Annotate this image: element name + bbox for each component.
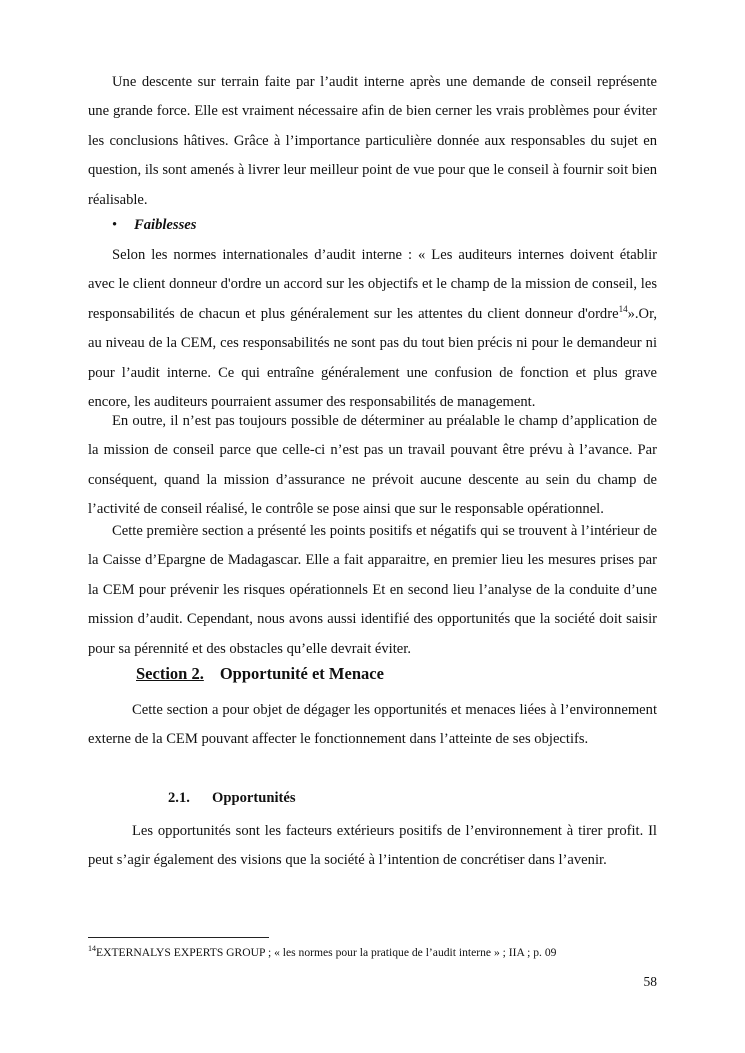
paragraph-standards bbox=[88, 241, 657, 417]
bullet-icon: • bbox=[112, 217, 118, 233]
section-number: Section 2. bbox=[136, 664, 204, 683]
subsection-title: Opportunités bbox=[212, 790, 296, 806]
subsection-heading bbox=[168, 785, 296, 811]
footnote-text: EXTERNALYS EXPERTS GROUP ; « les normes pour la pratique de l’audit interne » ; IIA ; p. 09 bbox=[96, 946, 557, 959]
section-heading bbox=[136, 661, 384, 687]
bullet-weaknesses bbox=[112, 211, 196, 240]
subsection-number: 2.1. bbox=[168, 790, 190, 806]
section-title: Opportunité et Menace bbox=[219, 664, 384, 683]
paragraph-opportunities: Les opportunités sont les facteurs extérieurs positifs de l’environnement à tirer profit. Il peut s’agir également des visions que la société à l’intention de concrétiser dans l’avenir. bbox=[88, 823, 657, 869]
footnote bbox=[88, 944, 556, 962]
paragraph-standards-text-a: Selon les normes internationales d’audit interne : « Les auditeurs internes doivent établir avec le client donneur d'ordre un accord sur les objectifs et le champ de la mission de conseil, les responsabilités de chacun et plus généralement sur les attentes du client donneur d'ordre bbox=[88, 247, 657, 322]
paragraph-section-summary: Cette première section a présenté les points positifs et négatifs qui se trouvent à l’intérieur de la Caisse d’Epargne de Madagascar. Elle a fait apparaitre, en premier lieu les mesures prises par la CEM pour prévenir les risques opérationnels Et en second lieu l’analyse de la conduite d’une mission d’audit. Cependant, nous avons aussi identifié des opportunités que la société doit saisir pour sa pérennité et des obstacles qu’elle devrait éviter. bbox=[88, 523, 657, 657]
footnote-reference[interactable]: 14 bbox=[618, 303, 628, 314]
paragraph-standards-text-b: ».Or, au niveau de la CEM, ces responsabilités ne sont pas du tout bien précis ni pour le demandeur ni pour l’audit interne. Ce qui entraîne généralement une confusion de fonction et plus grave encore, les auditeurs pourraient assumer des responsabilités de management. bbox=[88, 305, 657, 411]
paragraph-section-intro: Cette section a pour objet de dégager les opportunités et menaces liées à l’environnement externe de la CEM pouvant affecter le fonctionnement dans l’atteinte de ses objectifs. bbox=[88, 702, 657, 748]
footnote-number: 14 bbox=[88, 944, 96, 953]
bullet-label: Faiblesses bbox=[134, 217, 197, 233]
footnote-divider bbox=[88, 937, 269, 938]
page-number: 58 bbox=[643, 974, 657, 989]
paragraph-site-visit: Une descente sur terrain faite par l’audit interne après une demande de conseil représente une grande force. Elle est vraiment nécessaire afin de bien cerner les vrais problèmes pour éviter les conclusions hâtives. Grâce à l’importance particulière donnée aux responsables du sujet en question, ils sont amenés à livrer leur meilleur point de vue pour que le conseil à fournir soit bien réalisable. bbox=[88, 74, 657, 208]
paragraph-scope: En outre, il n’est pas toujours possible de déterminer au préalable le champ d’application de la mission de conseil parce que celle-ci n’est pas un travail pouvant être prévu à l’avance. Par conséquent, quand la mission d’assurance ne prévoit aucune descente au sein du champ de l’activité de conseil réalisé, le contrôle se pose ainsi que sur le responsable opérationnel. bbox=[88, 413, 657, 518]
